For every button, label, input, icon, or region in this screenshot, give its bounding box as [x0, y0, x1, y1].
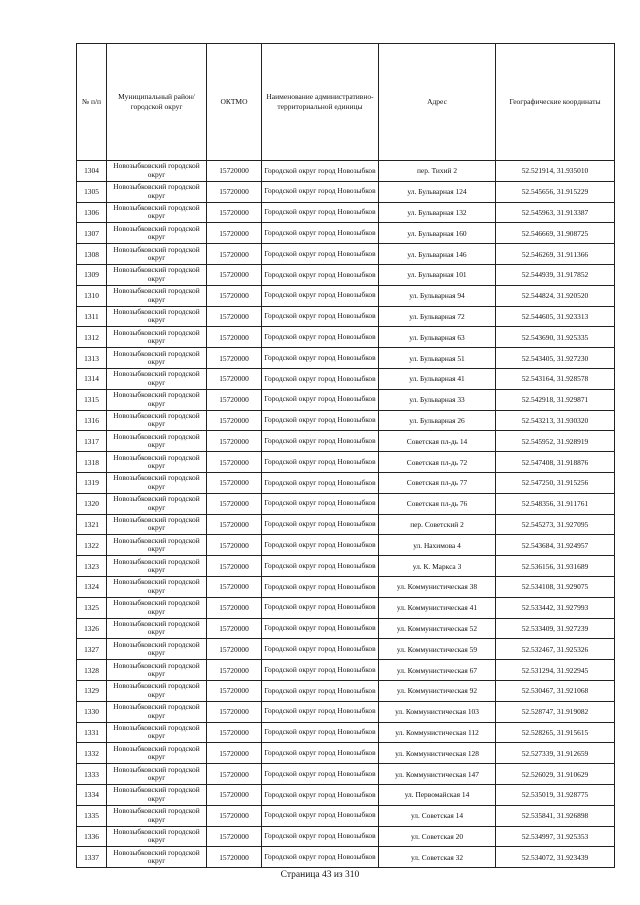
oktmo-cell: 15720000: [207, 368, 262, 389]
oktmo-cell: 15720000: [207, 431, 262, 452]
municipality-cell: Новозыбковский городской округ: [107, 264, 207, 285]
coords-cell: 52.528265, 31.915615: [496, 722, 615, 743]
coords-cell: 52.528747, 31.919082: [496, 701, 615, 722]
admin-unit-cell: Городской округ город Новозыбков: [262, 576, 379, 597]
address-cell: ул. Коммунистическая 128: [379, 743, 496, 764]
admin-unit-cell: Городской округ город Новозыбков: [262, 452, 379, 473]
municipality-cell: Новозыбковский городской округ: [107, 348, 207, 369]
oktmo-cell: 15720000: [207, 847, 262, 868]
admin-unit-cell: Городской округ город Новозыбков: [262, 618, 379, 639]
oktmo-cell: 15720000: [207, 618, 262, 639]
table-row: [77, 784, 615, 805]
row-number: 1322: [77, 535, 107, 556]
admin-unit-cell: Городской округ город Новозыбков: [262, 701, 379, 722]
coords-cell: 52.545656, 31.915229: [496, 181, 615, 202]
row-number: 1332: [77, 743, 107, 764]
coords-cell: 52.533442, 31.927993: [496, 597, 615, 618]
municipality-cell: Новозыбковский городской округ: [107, 660, 207, 681]
row-number: 1304: [77, 161, 107, 182]
coords-cell: 52.535019, 31.928775: [496, 784, 615, 805]
admin-unit-cell: Городской округ город Новозыбков: [262, 722, 379, 743]
admin-unit-cell: Городской округ город Новозыбков: [262, 202, 379, 223]
municipality-cell: Новозыбковский городской округ: [107, 597, 207, 618]
header-oktmo: ОКТМО: [207, 44, 262, 161]
coords-cell: 52.546669, 31.908725: [496, 223, 615, 244]
coords-cell: 52.534072, 31.923439: [496, 847, 615, 868]
oktmo-cell: 15720000: [207, 514, 262, 535]
table-row: [77, 743, 615, 764]
table-row: [77, 285, 615, 306]
address-cell: ул. Бульварная 94: [379, 285, 496, 306]
coords-cell: 52.533409, 31.927239: [496, 618, 615, 639]
table-row: [77, 680, 615, 701]
municipality-cell: Новозыбковский городской округ: [107, 452, 207, 473]
table-body: [77, 161, 615, 868]
row-number: 1324: [77, 576, 107, 597]
coords-cell: 52.544824, 31.920520: [496, 285, 615, 306]
admin-unit-cell: Городской округ город Новозыбков: [262, 368, 379, 389]
table-row: [77, 660, 615, 681]
admin-unit-cell: Городской округ город Новозыбков: [262, 805, 379, 826]
municipality-cell: Новозыбковский городской округ: [107, 285, 207, 306]
table-row: [77, 722, 615, 743]
municipality-cell: Новозыбковский городской округ: [107, 784, 207, 805]
municipality-cell: Новозыбковский городской округ: [107, 639, 207, 660]
oktmo-cell: 15720000: [207, 743, 262, 764]
oktmo-cell: 15720000: [207, 348, 262, 369]
table-row: [77, 618, 615, 639]
municipality-cell: Новозыбковский городской округ: [107, 327, 207, 348]
table-row: [77, 764, 615, 785]
table-row: [77, 223, 615, 244]
row-number: 1310: [77, 285, 107, 306]
table-row: [77, 348, 615, 369]
municipality-cell: Новозыбковский городской округ: [107, 368, 207, 389]
oktmo-cell: 15720000: [207, 306, 262, 327]
coords-cell: 52.545963, 31.913387: [496, 202, 615, 223]
oktmo-cell: 15720000: [207, 264, 262, 285]
coords-cell: 52.535841, 31.926898: [496, 805, 615, 826]
row-number: 1317: [77, 431, 107, 452]
address-cell: ул. Бульварная 124: [379, 181, 496, 202]
coords-cell: 52.546269, 31.911366: [496, 244, 615, 265]
coords-cell: 52.543213, 31.930320: [496, 410, 615, 431]
oktmo-cell: 15720000: [207, 556, 262, 577]
oktmo-cell: 15720000: [207, 223, 262, 244]
admin-unit-cell: Городской округ город Новозыбков: [262, 639, 379, 660]
address-cell: ул. Бульварная 26: [379, 410, 496, 431]
oktmo-cell: 15720000: [207, 680, 262, 701]
coords-cell: 52.527339, 31.912659: [496, 743, 615, 764]
header-admin-unit: Наименование административно-территориальной единицы: [262, 44, 379, 161]
address-cell: ул. Бульварная 101: [379, 264, 496, 285]
coords-cell: 52.543405, 31.927230: [496, 348, 615, 369]
address-cell: ул. К. Маркса 3: [379, 556, 496, 577]
table-row: [77, 493, 615, 514]
row-number: 1314: [77, 368, 107, 389]
admin-unit-cell: Городской округ город Новозыбков: [262, 223, 379, 244]
municipality-cell: Новозыбковский городской округ: [107, 431, 207, 452]
row-number: 1330: [77, 701, 107, 722]
coords-cell: 52.547250, 31.915256: [496, 472, 615, 493]
row-number: 1307: [77, 223, 107, 244]
address-cell: Советская пл-дь 14: [379, 431, 496, 452]
table-row: [77, 181, 615, 202]
admin-unit-cell: Городской округ город Новозыбков: [262, 826, 379, 847]
admin-unit-cell: Городской округ город Новозыбков: [262, 431, 379, 452]
address-cell: ул. Коммунистическая 67: [379, 660, 496, 681]
municipality-cell: Новозыбковский городской округ: [107, 223, 207, 244]
address-cell: ул. Коммунистическая 147: [379, 764, 496, 785]
address-cell: ул. Коммунистическая 41: [379, 597, 496, 618]
municipality-cell: Новозыбковский городской округ: [107, 181, 207, 202]
row-number: 1318: [77, 452, 107, 473]
table-row: [77, 576, 615, 597]
row-number: 1334: [77, 784, 107, 805]
oktmo-cell: 15720000: [207, 410, 262, 431]
coords-cell: 52.545952, 31.928919: [496, 431, 615, 452]
municipality-cell: Новозыбковский городской округ: [107, 535, 207, 556]
row-number: 1325: [77, 597, 107, 618]
oktmo-cell: 15720000: [207, 202, 262, 223]
table-row: [77, 161, 615, 182]
row-number: 1306: [77, 202, 107, 223]
table-row: [77, 535, 615, 556]
admin-unit-cell: Городской округ город Новозыбков: [262, 784, 379, 805]
admin-unit-cell: Городской округ город Новозыбков: [262, 348, 379, 369]
address-cell: ул. Коммунистическая 112: [379, 722, 496, 743]
address-cell: ул. Бульварная 51: [379, 348, 496, 369]
municipality-cell: Новозыбковский городской округ: [107, 743, 207, 764]
oktmo-cell: 15720000: [207, 597, 262, 618]
coords-cell: 52.548356, 31.911761: [496, 493, 615, 514]
address-cell: ул. Коммунистическая 52: [379, 618, 496, 639]
admin-unit-cell: Городской округ город Новозыбков: [262, 285, 379, 306]
admin-unit-cell: Городской округ город Новозыбков: [262, 743, 379, 764]
address-cell: Советская пл-дь 72: [379, 452, 496, 473]
oktmo-cell: 15720000: [207, 826, 262, 847]
row-number: 1311: [77, 306, 107, 327]
row-number: 1309: [77, 264, 107, 285]
oktmo-cell: 15720000: [207, 639, 262, 660]
address-cell: ул. Советская 20: [379, 826, 496, 847]
table-row: [77, 847, 615, 868]
oktmo-cell: 15720000: [207, 576, 262, 597]
table-header-row: [77, 44, 615, 161]
admin-unit-cell: Городской округ город Новозыбков: [262, 535, 379, 556]
oktmo-cell: 15720000: [207, 784, 262, 805]
row-number: 1329: [77, 680, 107, 701]
oktmo-cell: 15720000: [207, 244, 262, 265]
municipality-cell: Новозыбковский городской округ: [107, 847, 207, 868]
admin-unit-cell: Городской округ город Новозыбков: [262, 493, 379, 514]
row-number: 1313: [77, 348, 107, 369]
admin-unit-cell: Городской округ город Новозыбков: [262, 244, 379, 265]
municipality-cell: Новозыбковский городской округ: [107, 764, 207, 785]
admin-unit-cell: Городской округ город Новозыбков: [262, 764, 379, 785]
coords-cell: 52.547408, 31.918876: [496, 452, 615, 473]
table-row: [77, 389, 615, 410]
address-cell: ул. Советская 32: [379, 847, 496, 868]
municipality-cell: Новозыбковский городской округ: [107, 202, 207, 223]
row-number: 1333: [77, 764, 107, 785]
oktmo-cell: 15720000: [207, 722, 262, 743]
coords-cell: 52.544939, 31.917852: [496, 264, 615, 285]
coords-cell: 52.542918, 31.929871: [496, 389, 615, 410]
row-number: 1305: [77, 181, 107, 202]
oktmo-cell: 15720000: [207, 327, 262, 348]
admin-unit-cell: Городской округ город Новозыбков: [262, 680, 379, 701]
address-cell: ул. Коммунистическая 103: [379, 701, 496, 722]
admin-unit-cell: Городской округ город Новозыбков: [262, 264, 379, 285]
table-row: [77, 306, 615, 327]
address-cell: ул. Бульварная 33: [379, 389, 496, 410]
oktmo-cell: 15720000: [207, 472, 262, 493]
admin-unit-cell: Городской округ город Новозыбков: [262, 410, 379, 431]
municipality-cell: Новозыбковский городской округ: [107, 410, 207, 431]
row-number: 1315: [77, 389, 107, 410]
municipality-cell: Новозыбковский городской округ: [107, 701, 207, 722]
oktmo-cell: 15720000: [207, 452, 262, 473]
municipality-cell: Новозыбковский городской округ: [107, 680, 207, 701]
admin-unit-cell: Городской округ город Новозыбков: [262, 161, 379, 182]
municipality-cell: Новозыбковский городской округ: [107, 556, 207, 577]
address-cell: пер. Советский 2: [379, 514, 496, 535]
oktmo-cell: 15720000: [207, 285, 262, 306]
oktmo-cell: 15720000: [207, 535, 262, 556]
address-cell: ул. Бульварная 146: [379, 244, 496, 265]
address-cell: ул. Нахимова 4: [379, 535, 496, 556]
address-cell: ул. Коммунистическая 92: [379, 680, 496, 701]
table-row: [77, 805, 615, 826]
coords-cell: 52.526029, 31.910629: [496, 764, 615, 785]
admin-unit-cell: Городской округ город Новозыбков: [262, 556, 379, 577]
address-cell: ул. Бульварная 41: [379, 368, 496, 389]
admin-unit-cell: Городской округ город Новозыбков: [262, 514, 379, 535]
address-cell: ул. Советская 14: [379, 805, 496, 826]
address-cell: ул. Бульварная 72: [379, 306, 496, 327]
table-row: [77, 431, 615, 452]
admin-unit-cell: Городской округ город Новозыбков: [262, 847, 379, 868]
address-cell: ул. Бульварная 132: [379, 202, 496, 223]
row-number: 1321: [77, 514, 107, 535]
address-cell: Советская пл-дь 77: [379, 472, 496, 493]
address-cell: ул. Первомайская 14: [379, 784, 496, 805]
coords-cell: 52.545273, 31.927095: [496, 514, 615, 535]
table-row: [77, 368, 615, 389]
municipality-cell: Новозыбковский городской округ: [107, 389, 207, 410]
header-coords: Географические координаты: [496, 44, 615, 161]
oktmo-cell: 15720000: [207, 161, 262, 182]
page-number: Страница 43 из 310: [280, 870, 360, 880]
header-address: Адрес: [379, 44, 496, 161]
municipality-cell: Новозыбковский городской округ: [107, 826, 207, 847]
admin-unit-cell: Городской округ город Новозыбков: [262, 306, 379, 327]
oktmo-cell: 15720000: [207, 389, 262, 410]
row-number: 1316: [77, 410, 107, 431]
oktmo-cell: 15720000: [207, 764, 262, 785]
municipality-cell: Новозыбковский городской округ: [107, 472, 207, 493]
admin-unit-cell: Городской округ город Новозыбков: [262, 660, 379, 681]
admin-unit-cell: Городской округ город Новозыбков: [262, 597, 379, 618]
municipality-cell: Новозыбковский городской округ: [107, 805, 207, 826]
municipality-cell: Новозыбковский городской округ: [107, 493, 207, 514]
table-row: [77, 244, 615, 265]
table-row: [77, 701, 615, 722]
address-cell: ул. Коммунистическая 38: [379, 576, 496, 597]
municipality-cell: Новозыбковский городской округ: [107, 618, 207, 639]
row-number: 1328: [77, 660, 107, 681]
row-number: 1336: [77, 826, 107, 847]
table-row: [77, 202, 615, 223]
row-number: 1319: [77, 472, 107, 493]
coords-cell: 52.532467, 31.925326: [496, 639, 615, 660]
address-cell: пер. Тихий 2: [379, 161, 496, 182]
row-number: 1337: [77, 847, 107, 868]
header-municipality: Муниципальный район/городской округ: [107, 44, 207, 161]
address-cell: ул. Коммунистическая 59: [379, 639, 496, 660]
table-row: [77, 826, 615, 847]
coords-cell: 52.543164, 31.928578: [496, 368, 615, 389]
row-number: 1331: [77, 722, 107, 743]
table-row: [77, 327, 615, 348]
coords-cell: 52.544605, 31.923313: [496, 306, 615, 327]
coords-cell: 52.534997, 31.925353: [496, 826, 615, 847]
coords-cell: 52.531294, 31.922945: [496, 660, 615, 681]
coords-cell: 52.534108, 31.929075: [496, 576, 615, 597]
admin-unit-cell: Городской округ город Новозыбков: [262, 181, 379, 202]
coords-cell: 52.521914, 31.935010: [496, 161, 615, 182]
admin-unit-cell: Городской округ город Новозыбков: [262, 327, 379, 348]
table-row: [77, 597, 615, 618]
municipality-cell: Новозыбковский городской округ: [107, 576, 207, 597]
table-row: [77, 472, 615, 493]
municipality-cell: Новозыбковский городской округ: [107, 161, 207, 182]
coords-cell: 52.543690, 31.925335: [496, 327, 615, 348]
header-num: № п/п: [77, 44, 107, 161]
admin-unit-cell: Городской округ город Новозыбков: [262, 472, 379, 493]
municipality-cell: Новозыбковский городской округ: [107, 244, 207, 265]
oktmo-cell: 15720000: [207, 181, 262, 202]
coords-cell: 52.543684, 31.924957: [496, 535, 615, 556]
table-row: [77, 410, 615, 431]
row-number: 1320: [77, 493, 107, 514]
coords-cell: 52.536156, 31.931689: [496, 556, 615, 577]
coords-cell: 52.530467, 31.921068: [496, 680, 615, 701]
admin-unit-cell: Городской округ город Новозыбков: [262, 389, 379, 410]
table-row: [77, 264, 615, 285]
row-number: 1308: [77, 244, 107, 265]
address-cell: ул. Бульварная 160: [379, 223, 496, 244]
row-number: 1323: [77, 556, 107, 577]
oktmo-cell: 15720000: [207, 660, 262, 681]
table-row: [77, 639, 615, 660]
municipality-cell: Новозыбковский городской округ: [107, 306, 207, 327]
row-number: 1335: [77, 805, 107, 826]
oktmo-cell: 15720000: [207, 493, 262, 514]
municipality-cell: Новозыбковский городской округ: [107, 514, 207, 535]
oktmo-cell: 15720000: [207, 805, 262, 826]
row-number: 1312: [77, 327, 107, 348]
table-row: [77, 452, 615, 473]
address-cell: Советская пл-дь 76: [379, 493, 496, 514]
municipality-cell: Новозыбковский городской округ: [107, 722, 207, 743]
registry-table: [76, 43, 615, 868]
row-number: 1327: [77, 639, 107, 660]
address-cell: ул. Бульварная 63: [379, 327, 496, 348]
table-row: [77, 514, 615, 535]
oktmo-cell: 15720000: [207, 701, 262, 722]
table-row: [77, 556, 615, 577]
row-number: 1326: [77, 618, 107, 639]
